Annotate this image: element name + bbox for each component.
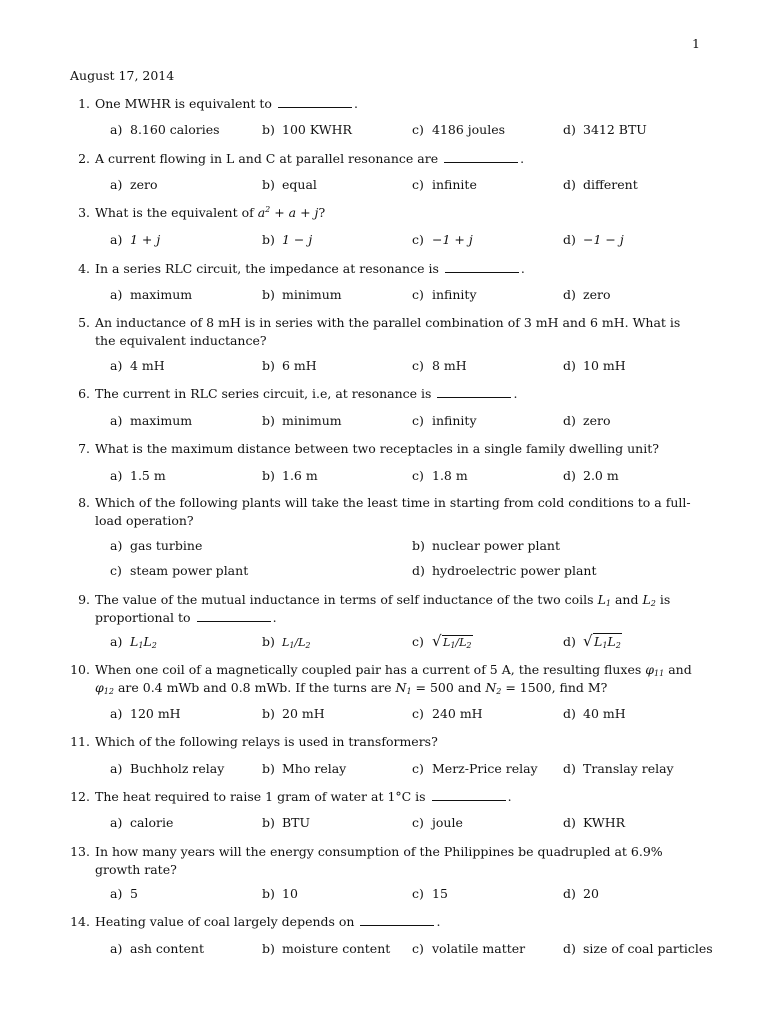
choice-8a: a) gas turbine — [110, 538, 203, 553]
choice-5b: b) 6 mH — [262, 358, 317, 373]
choice-3c: c) −1 + j — [412, 232, 473, 247]
choice-13b: b) 10 — [262, 886, 298, 901]
answer-blank — [445, 261, 519, 273]
question-number: 8. — [78, 495, 90, 510]
choice-1d: d) 3412 BTU — [563, 122, 647, 137]
choice-3a: a) 1 + j — [110, 232, 161, 247]
answer-blank — [437, 386, 511, 398]
question-9 — [70, 591, 702, 626]
question-number: 2. — [78, 151, 90, 166]
question-number: 6. — [78, 386, 90, 401]
choice-7a: a) 1.5 m — [110, 468, 166, 483]
question-number: 13. — [70, 844, 90, 859]
question-text: What is the equivalent of — [95, 205, 254, 220]
answer-blank — [360, 914, 434, 926]
choice-6a: a) maximum — [110, 413, 193, 428]
question-7 — [70, 440, 702, 458]
question-number: 7. — [78, 441, 90, 456]
choice-11d: d) Translay relay — [563, 761, 674, 776]
question-6: 6. The current in RLC series circuit, i.e, at resonance is . — [70, 385, 702, 403]
question-suffix: . — [353, 96, 358, 111]
question-14: 14. Heating value of coal largely depends on . — [70, 914, 441, 929]
choice-1b: b) 100 KWHR — [262, 122, 352, 137]
choice-10c: c) 240 mH — [412, 706, 483, 721]
choice-5a: a) 4 mH — [110, 358, 165, 373]
choice-5c: c) 8 mH — [412, 358, 467, 373]
choice-2a: a) zero — [110, 177, 158, 192]
choice-9b: b) $L_1/L_2$ — [262, 634, 311, 650]
question-number: 11. — [70, 734, 90, 749]
choice-8d: d) hydroelectric power plant — [412, 563, 597, 578]
question-number: 1. — [78, 96, 90, 111]
question-text: Which of the following plants will take the least time in starting from cold conditions to a full-load operation? — [95, 495, 691, 528]
page-number: 1 — [692, 36, 700, 51]
question-number: 5. — [78, 315, 90, 330]
choice-1a: a) 8.160 calories — [110, 122, 220, 137]
choice-2d: d) different — [563, 177, 638, 192]
choice-9c: c)√ $L_1/L_2$ — [412, 634, 473, 649]
choice-4a: a) maximum — [110, 287, 193, 302]
choice-8b: b) nuclear power plant — [412, 538, 560, 553]
choice-12a: a) calorie — [110, 815, 174, 830]
choice-2c: c) infinite — [412, 177, 477, 192]
question-text: In a series RLC circuit, the impedance at resonance is — [95, 261, 439, 276]
question-text: When one coil of a magnetically coupled pair has a current of 5 A, the resulting fluxes $\varphi_{11}$ and $\varphi_{12}$ are 0.4 mWb and 0.8 mWb. If the turns are $N_1 = 500$ and $N_2 = 1500$, find M? — [95, 662, 692, 696]
answer-blank — [432, 789, 506, 801]
choice-7c: c) 1.8 m — [412, 468, 468, 483]
answer-blank — [278, 96, 352, 108]
choice-14b: b) moisture content — [262, 941, 391, 956]
choice-7b: b) 1.6 m — [262, 468, 318, 483]
question-8 — [70, 494, 702, 529]
question-number: 14. — [70, 914, 90, 929]
question-number: 10. — [70, 662, 90, 677]
question-10 — [70, 661, 702, 696]
choice-11c: c) Merz-Price relay — [412, 761, 538, 776]
question-text: The value of the mutual inductance in terms of self inductance of the two coils $L_1$ and $L_2$ is proportional to . — [95, 592, 671, 625]
choice-14d: d) size of coal particles — [563, 941, 713, 956]
question-number: 12. — [70, 789, 90, 804]
choice-2b: b) equal — [262, 177, 317, 192]
question-number: 9. — [78, 592, 90, 607]
choice-9a: a) $L_1L_2$ — [110, 634, 157, 650]
choice-4c: c) infinity — [412, 287, 477, 302]
choice-13d: d) 20 — [563, 886, 599, 901]
question-text: The current in RLC series circuit, i.e, at resonance is — [95, 386, 432, 401]
choice-10b: b) 20 mH — [262, 706, 325, 721]
choice-8c: c) steam power plant — [110, 563, 249, 578]
choice-12c: c) joule — [412, 815, 463, 830]
answer-blank — [197, 610, 271, 622]
choice-9d: d)√ $L_1L_2$ — [563, 634, 622, 649]
choice-10a: a) 120 mH — [110, 706, 181, 721]
choice-1c: c) 4186 joules — [412, 122, 506, 137]
question-13 — [70, 843, 702, 878]
choice-13a: a) 5 — [110, 886, 138, 901]
math-expression: $a^2 + a + j$ — [257, 205, 319, 220]
answer-blank — [444, 151, 518, 163]
question-1 — [70, 95, 702, 113]
question-2: 2. A current flowing in L and C at parallel resonance are . — [70, 150, 702, 168]
question-text: What is the maximum distance between two receptacles in a single family dwelling unit? — [95, 441, 659, 456]
question-5 — [70, 314, 702, 349]
question-number: 4. — [78, 261, 90, 276]
question-text: One MWHR is equivalent to — [95, 96, 272, 111]
question-text: Heating value of coal largely depends on — [95, 914, 355, 929]
question-text: An inductance of 8 mH is in series with the parallel combination of 3 mH and 6 mH. What is the equivalent inductance? — [95, 315, 681, 348]
question-text: The heat required to raise 1 gram of water at 1°C is — [95, 789, 426, 804]
choice-6c: c) infinity — [412, 413, 477, 428]
question-number: 3. — [78, 205, 90, 220]
question-text: A current flowing in L and C at parallel resonance are — [95, 151, 439, 166]
choice-3d: d) −1 − j — [563, 232, 624, 247]
question-text: In how many years will the energy consumption of the Philippines be quadrupled at 6.9% growth rate? — [95, 844, 663, 877]
question-12: 12. The heat required to raise 1 gram of water at 1°C is . — [70, 789, 512, 804]
choice-14a: a) ash content — [110, 941, 204, 956]
choice-6d: d) zero — [563, 413, 611, 428]
choice-6b: b) minimum — [262, 413, 342, 428]
question-text: Which of the following relays is used in transformers? — [95, 734, 438, 749]
choice-13c: c) 15 — [412, 886, 448, 901]
choice-12d: d) KWHR — [563, 815, 626, 830]
choice-10d: d) 40 mH — [563, 706, 626, 721]
choice-7d: d) 2.0 m — [563, 468, 619, 483]
question-11 — [70, 733, 702, 751]
choice-11a: a) Buchholz relay — [110, 761, 225, 776]
choice-12b: b) BTU — [262, 815, 311, 830]
choice-4d: d) zero — [563, 287, 611, 302]
choice-11b: b) Mho relay — [262, 761, 347, 776]
question-4: 4. In a series RLC circuit, the impedance at resonance is . — [70, 260, 702, 278]
choice-3b: b) 1 − j — [262, 232, 313, 247]
choice-5d: d) 10 mH — [563, 358, 626, 373]
choice-14c: c) volatile matter — [412, 941, 526, 956]
choice-4b: b) minimum — [262, 287, 342, 302]
exam-date: August 17, 2014 — [70, 68, 175, 83]
question-3: 3. What is the equivalent of $a^2 + a + j$? — [70, 204, 702, 222]
